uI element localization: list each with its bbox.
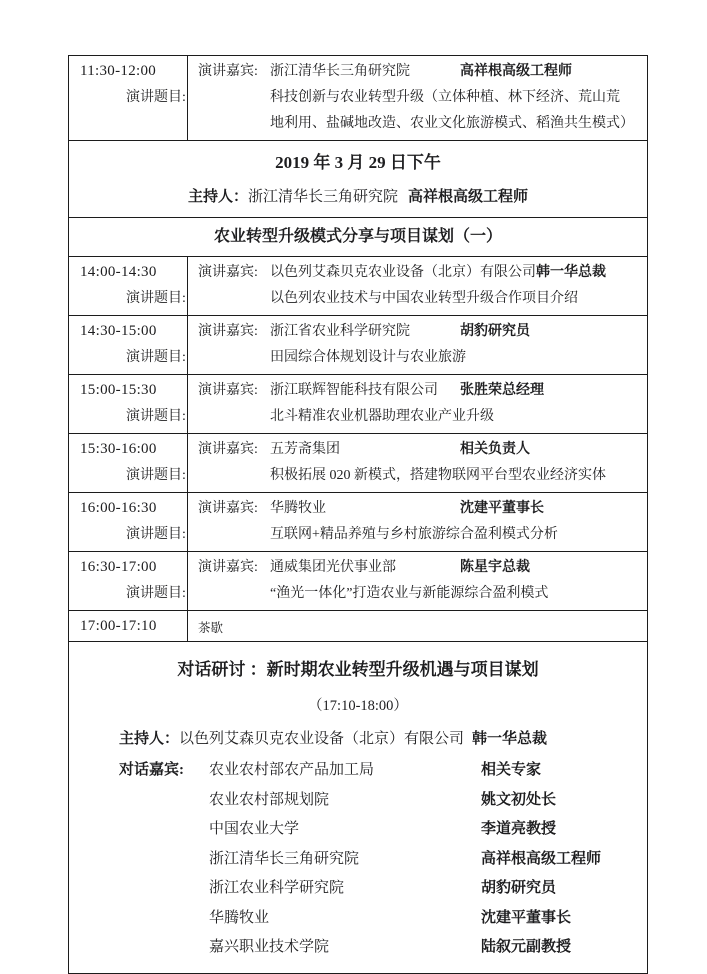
panel-time-range: （17:10-18:00） bbox=[308, 698, 408, 714]
guest-name: 相关负责人 bbox=[460, 442, 530, 457]
topic-line bbox=[126, 404, 631, 430]
panel-guest-list bbox=[69, 756, 647, 963]
panel-guest-row bbox=[119, 874, 647, 904]
panel-guests-label: 对话嘉宾: bbox=[119, 762, 184, 778]
session-header bbox=[69, 141, 647, 218]
guest-label: 演讲嘉宾: bbox=[198, 560, 258, 575]
topic-label: 演讲题目: bbox=[126, 468, 186, 483]
guest-org: 通威集团光伏事业部 bbox=[270, 560, 396, 575]
guest-line bbox=[198, 319, 631, 345]
topic-text: 以色列农业技术与中国农业转型升级合作项目介绍 bbox=[270, 291, 578, 306]
guest-name: 张胜荣总经理 bbox=[460, 383, 544, 398]
guest-line bbox=[198, 496, 631, 522]
panel-guest-org: 农业农村部农产品加工局 bbox=[209, 762, 375, 778]
guest-line bbox=[198, 59, 631, 85]
panel-guest-org: 嘉兴职业技术学院 bbox=[209, 939, 330, 955]
time-slot: 15:00-15:30 bbox=[69, 375, 188, 433]
topic-text: 科技创新与农业转型升级（立体种植、林下经济、荒山荒地利用、盐碱地改造、农业文化旅游模式、稻渔共生模式） bbox=[270, 90, 634, 131]
table-row-1130 bbox=[69, 56, 647, 141]
panel-section bbox=[69, 642, 647, 973]
moderator-org: 浙江清华长三角研究院 bbox=[247, 189, 398, 205]
panel-moderator-line bbox=[69, 726, 647, 752]
panel-guest-name: 陆叙元副教授 bbox=[481, 939, 572, 955]
time-slot: 11:30-12:00 bbox=[69, 56, 188, 140]
guest-label: 演讲嘉宾: bbox=[198, 324, 258, 339]
guest-org: 华腾牧业 bbox=[270, 501, 326, 516]
guest-org: 浙江清华长三角研究院 bbox=[270, 64, 410, 79]
panel-guest-org: 中国农业大学 bbox=[209, 821, 300, 837]
guest-name: 陈星宇总裁 bbox=[460, 560, 530, 575]
moderator-name: 韩一华总裁 bbox=[472, 731, 548, 747]
panel-guest-row bbox=[119, 933, 647, 963]
session-details bbox=[126, 552, 647, 610]
session-details bbox=[126, 257, 647, 315]
panel-guest-name: 相关专家 bbox=[481, 762, 542, 778]
guest-line bbox=[198, 437, 631, 463]
session-date: 2019 年 3 月 29 日下午 bbox=[275, 153, 441, 172]
guest-org: 以色列艾森贝克农业设备（北京）有限公司 bbox=[270, 265, 536, 280]
panel-title: 对话研讨 ：新时期农业转型升级机遇与项目谋划 bbox=[177, 660, 539, 679]
time-slot: 14:30-15:00 bbox=[69, 316, 188, 374]
panel-guest-row bbox=[119, 786, 647, 816]
session-details bbox=[126, 493, 647, 551]
topic-label: 演讲题目: bbox=[126, 586, 186, 601]
topic-line bbox=[126, 522, 631, 548]
topic-text: 北斗精准农业机器助理农业产业升级 bbox=[270, 409, 494, 424]
panel-guest-name: 李道亮教授 bbox=[481, 821, 557, 837]
time-slot: 16:30-17:00 bbox=[69, 552, 188, 610]
guest-line bbox=[198, 260, 631, 286]
panel-guest-row bbox=[119, 845, 647, 875]
table-row-1500 bbox=[69, 375, 647, 434]
table-row-1430 bbox=[69, 316, 647, 375]
guest-line bbox=[198, 378, 631, 404]
topic-text: 积极拓展 020 新模式，搭建物联网平台型农业经济实体 bbox=[270, 468, 606, 483]
moderator-label: 主持人： bbox=[187, 189, 248, 205]
time-slot: 16:00-16:30 bbox=[69, 493, 188, 551]
session-details bbox=[126, 316, 647, 374]
guest-label: 演讲嘉宾: bbox=[198, 442, 258, 457]
moderator-label: 主持人： bbox=[119, 731, 180, 747]
agenda-table bbox=[68, 55, 648, 974]
table-row-1400 bbox=[69, 257, 647, 316]
guest-org: 浙江联辉智能科技有限公司 bbox=[270, 383, 438, 398]
guest-org: 浙江省农业科学研究院 bbox=[270, 324, 410, 339]
session-details bbox=[126, 375, 647, 433]
guest-label: 演讲嘉宾: bbox=[198, 383, 258, 398]
topic-label: 演讲题目: bbox=[126, 90, 186, 105]
time-slot: 14:00-14:30 bbox=[69, 257, 188, 315]
guest-name: 沈建平董事长 bbox=[460, 501, 544, 516]
topic-label: 演讲题目: bbox=[126, 527, 186, 542]
table-row-tea-break bbox=[69, 611, 647, 642]
moderator-org: 以色列艾森贝克农业设备（北京）有限公司 bbox=[179, 731, 465, 747]
guest-name: 胡豹研究员 bbox=[460, 324, 530, 339]
topic-line bbox=[126, 345, 631, 371]
table-row-1530 bbox=[69, 434, 647, 493]
panel-guest-org: 浙江清华长三角研究院 bbox=[209, 850, 360, 867]
guest-label: 演讲嘉宾: bbox=[198, 64, 258, 79]
topic-line bbox=[126, 463, 631, 489]
topic-label: 演讲题目: bbox=[126, 291, 186, 306]
moderator-line bbox=[69, 184, 647, 210]
table-row-1630 bbox=[69, 552, 647, 611]
section-title: 农业转型升级模式分享与项目谋划（一） bbox=[69, 218, 647, 257]
panel-guest-row bbox=[119, 815, 647, 845]
panel-guest-name: 沈建平董事长 bbox=[481, 909, 572, 926]
topic-text: “渔光一体化”打造农业与新能源综合盈利模式 bbox=[270, 586, 549, 601]
guest-name: 韩一华总裁 bbox=[536, 265, 606, 280]
panel-guest-org: 华腾牧业 bbox=[209, 909, 270, 926]
topic-label: 演讲题目: bbox=[126, 350, 186, 365]
panel-guest-org: 浙江农业科学研究院 bbox=[209, 880, 345, 896]
tea-break-label: 茶歇 bbox=[198, 621, 224, 635]
guest-name: 高祥根高级工程师 bbox=[460, 64, 572, 79]
topic-label: 演讲题目: bbox=[126, 409, 186, 424]
session-details bbox=[126, 434, 647, 492]
time-slot: 15:30-16:00 bbox=[69, 434, 188, 492]
panel-guest-name: 高祥根高级工程师 bbox=[481, 850, 602, 867]
panel-guest-row bbox=[119, 904, 647, 934]
panel-guest-row bbox=[119, 756, 647, 786]
table-row-1600 bbox=[69, 493, 647, 552]
time-slot: 17:00-17:10 bbox=[69, 611, 188, 641]
topic-line bbox=[126, 85, 634, 137]
guest-line bbox=[198, 555, 631, 581]
guest-org: 五芳斋集团 bbox=[270, 442, 340, 457]
topic-text: 田园综合体规划设计与农业旅游 bbox=[270, 350, 466, 365]
topic-line bbox=[126, 286, 631, 312]
panel-guest-org: 农业农村部规划院 bbox=[209, 791, 330, 808]
moderator-name: 高祥根高级工程师 bbox=[408, 189, 529, 205]
panel-guest-name: 姚文初处长 bbox=[481, 791, 557, 808]
session-details bbox=[126, 56, 647, 140]
guest-label: 演讲嘉宾: bbox=[198, 265, 258, 280]
topic-text: 互联网+精品养殖与乡村旅游综合盈利模式分析 bbox=[270, 527, 558, 542]
topic-line bbox=[126, 581, 631, 607]
guest-label: 演讲嘉宾: bbox=[198, 501, 258, 516]
panel-guest-name: 胡豹研究员 bbox=[481, 880, 557, 896]
